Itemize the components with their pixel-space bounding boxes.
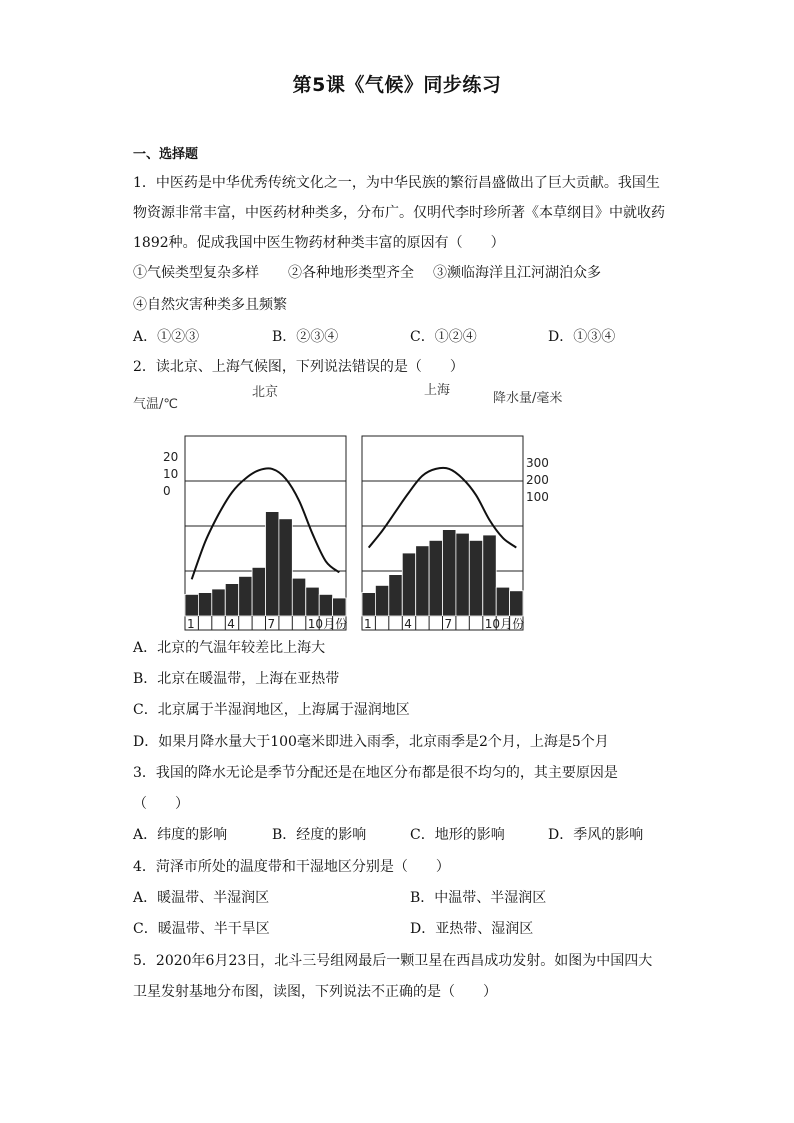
q2-option-b[interactable]: B．北京在暖温带，上海在亚热带: [133, 671, 340, 687]
page-title: 第5课《气候》同步练习: [292, 74, 502, 96]
q1-option-a[interactable]: A．①②③: [133, 329, 200, 345]
temp-tick-10: 10: [163, 467, 179, 481]
beijing-x-unit: 月份: [323, 617, 348, 631]
beijing-precip-bar-11: [319, 594, 332, 616]
q3-stem: 3．我国的降水无论是季节分配还是在地区分布都是很不均匀的，其主要原因是: [133, 765, 618, 781]
q3-blank: （ ）: [133, 796, 189, 812]
q3-option-a[interactable]: A．纬度的影响: [133, 827, 228, 843]
q4-option-a[interactable]: A．暖温带、半湿润区: [133, 890, 270, 906]
shanghai-precip-bar-6: [429, 540, 442, 616]
shanghai-x-unit: 月份: [500, 617, 525, 631]
shanghai-precip-bar-7: [443, 530, 456, 616]
shanghai-x-tick-7: 7: [444, 617, 453, 631]
month-labels: [187, 617, 524, 631]
month-ticks: [198, 616, 509, 630]
shanghai-precip-bar-12: [510, 591, 523, 616]
q2-option-a[interactable]: A．北京的气温年较差比上海大: [133, 640, 326, 656]
q1-option-d[interactable]: D．①③④: [548, 329, 616, 345]
beijing-x-tick-4: 4: [227, 617, 235, 631]
q5-line-1: 5．2020年6月23日，北斗三号组网最后一颗卫星在西昌成功发射。如图为中国四大: [133, 953, 653, 969]
beijing-x-tick-7: 7: [267, 617, 276, 631]
q4-option-d[interactable]: D．亚热带、湿润区: [410, 921, 534, 937]
precip-tick-200: 200: [526, 473, 549, 487]
beijing-precip-bar-1: [185, 594, 198, 616]
beijing-precip-bar-6: [252, 567, 265, 616]
q1-option-b[interactable]: B．②③④: [272, 329, 339, 345]
shanghai-precip-bar-9: [469, 540, 482, 616]
q4-option-b[interactable]: B．中温带、半湿润区: [410, 890, 547, 906]
q1-line-2: 物资源非常丰富，中医药材种类多，分布广。仅明代李时珍所著《本草纲目》中就收药: [133, 205, 665, 221]
temp-tick-0: 0: [163, 484, 171, 498]
temp-axis-label: 气温/℃: [133, 397, 178, 412]
q3-option-c[interactable]: C．地形的影响: [410, 827, 505, 843]
shanghai-precip-bar-2: [375, 585, 388, 616]
precip-tick-300: 300: [526, 456, 549, 470]
beijing-precip-bar-10: [306, 587, 319, 616]
beijing-precip-bar-2: [198, 593, 211, 616]
chart-title-shanghai: 上海: [424, 383, 451, 398]
beijing-x-tick-1: 1: [187, 617, 195, 631]
beijing-precip-bar-4: [225, 584, 238, 616]
shanghai-precip-bar-5: [416, 546, 429, 616]
shanghai-precip-bar-10: [483, 535, 496, 616]
temp-tick-20: 20: [163, 450, 179, 464]
q4-stem: 4．菏泽市所处的温度带和干湿地区分别是（ ）: [133, 859, 450, 875]
q5-line-2: 卫星发射基地分布图，读图，下列说法不正确的是（ ）: [133, 984, 497, 1000]
q3-option-b[interactable]: B．经度的影响: [272, 827, 367, 843]
beijing-precip-bar-12: [333, 598, 346, 616]
beijing-precip-bar-9: [292, 578, 305, 616]
precip-axis-label: 降水量/毫米: [493, 391, 563, 406]
q1-item-2: ②各种地形类型齐全: [288, 265, 414, 281]
beijing-precip-bar-8: [279, 519, 292, 616]
shanghai-precip-bar-11: [496, 587, 509, 616]
beijing-precip-bar-3: [212, 589, 225, 616]
shanghai-x-tick-10: 10: [484, 617, 501, 631]
q2-option-c[interactable]: C．北京属于半湿润地区，上海属于湿润地区: [133, 702, 410, 718]
beijing-x-tick-10: 10: [307, 617, 324, 631]
shanghai-precip-bar-3: [389, 575, 402, 616]
q1-line-1: 1．中医药是中华优秀传统文化之一，为中华民族的繁衍昌盛做出了巨大贡献。我国生: [133, 175, 660, 191]
q3-option-d[interactable]: D．季风的影响: [548, 827, 644, 843]
q1-item-1: ①气候类型复杂多样: [133, 265, 259, 281]
precip-tick-100: 100: [526, 490, 549, 504]
q2-stem: 2．读北京、上海气候图，下列说法错误的是（ ）: [133, 359, 464, 375]
q1-item-4: ④自然灾害种类多且频繁: [133, 297, 287, 313]
beijing-precip-bar-5: [239, 576, 252, 616]
beijing-precip-bar-7: [266, 512, 279, 616]
shanghai-precip-bar-8: [456, 533, 469, 616]
precip-bars: [185, 512, 523, 616]
q1-option-c[interactable]: C．①②④: [410, 329, 477, 345]
q2-option-d[interactable]: D．如果月降水量大于100毫米即进入雨季，北京雨季是2个月，上海是5个月: [133, 734, 609, 750]
shanghai-precip-bar-1: [362, 593, 375, 616]
q1-line-3: 1892种。促成我国中医生物药材种类丰富的原因有（ ）: [133, 235, 505, 251]
q4-option-c[interactable]: C．暖温带、半干旱区: [133, 921, 270, 937]
q1-item-3: ③濒临海洋且江河湖泊众多: [433, 265, 601, 281]
shanghai-x-tick-4: 4: [404, 617, 412, 631]
section-heading: 一、选择题: [133, 147, 199, 162]
shanghai-precip-bar-4: [402, 553, 415, 616]
shanghai-x-tick-1: 1: [364, 617, 372, 631]
chart-title-beijing: 北京: [252, 385, 279, 400]
